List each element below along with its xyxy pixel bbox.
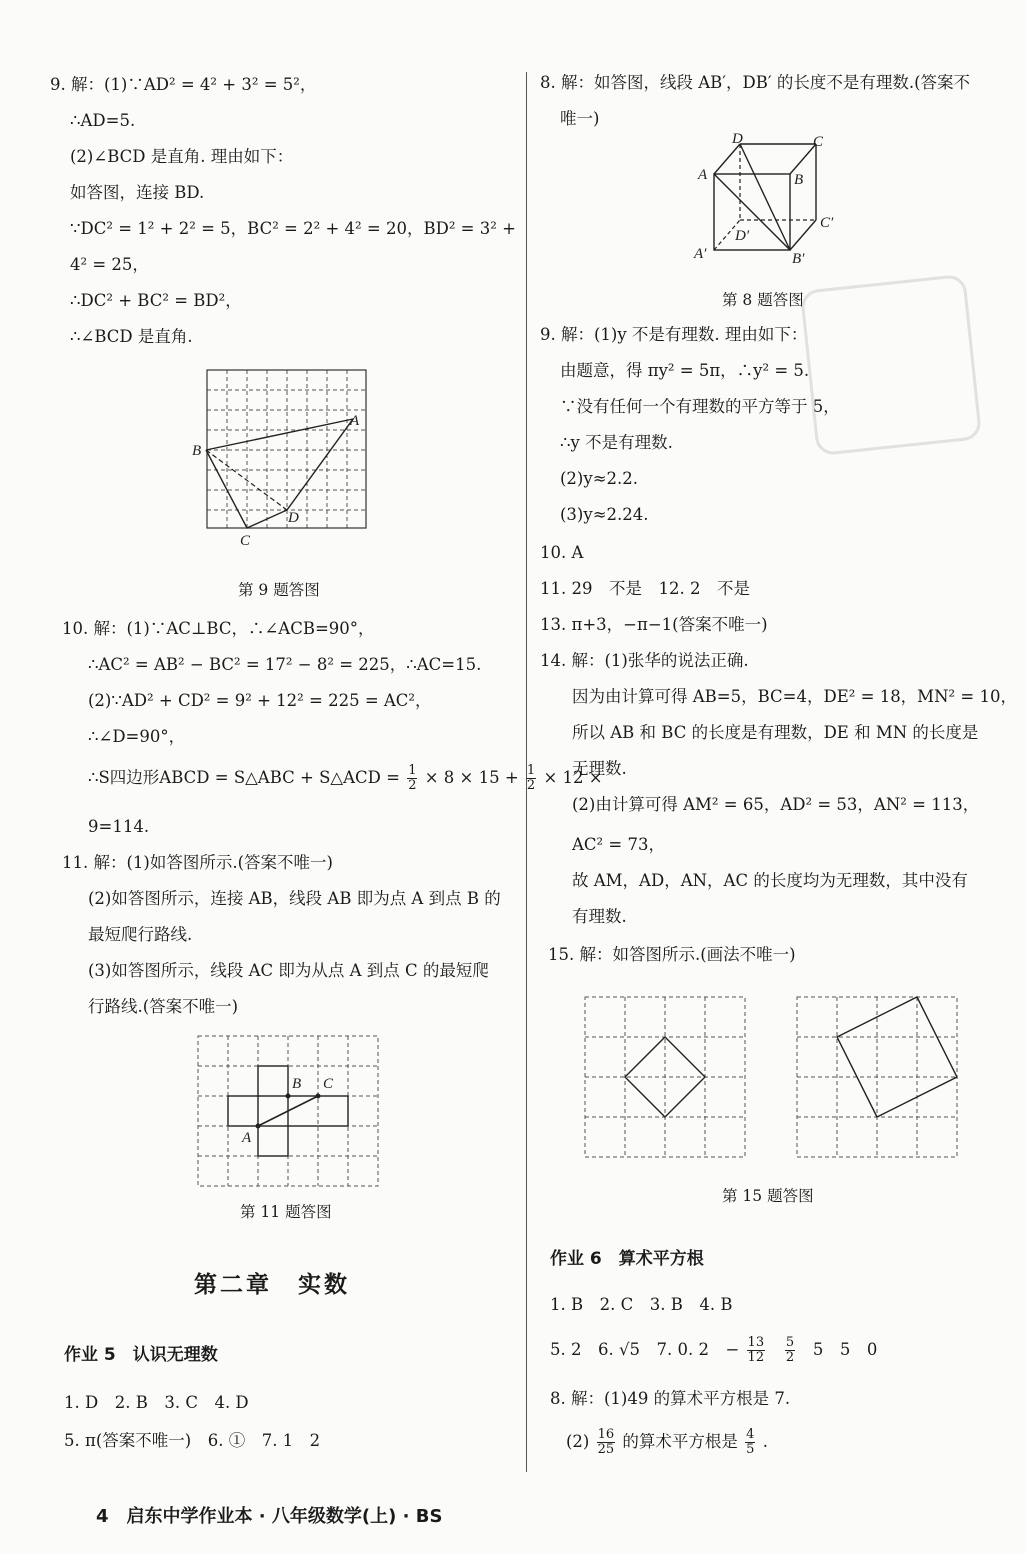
fraction-13-12	[747, 1336, 766, 1365]
figure-11-caption: 第 11 题答图	[240, 1203, 332, 1221]
fraction-numerator: 1	[526, 763, 536, 778]
r-q14-line2: 因为由计算可得 AB=5，BC=4，DE² = 18，MN² = 10，	[572, 687, 1017, 706]
watermark-stamp	[800, 274, 982, 456]
r-q14-line7: 故 AM，AD，AN，AC 的长度均为无理数，其中没有	[572, 871, 968, 890]
q9-line1: 9. 解：(1)∵AD² = 4² + 3² = 5²，	[50, 75, 317, 94]
figure-9	[190, 362, 380, 552]
fraction-denominator: 2	[526, 778, 536, 793]
r-q14-line1: 14. 解：(1)张华的说法正确.	[540, 651, 749, 670]
fig8-label-c: C	[813, 134, 824, 150]
r-q11-12: 11. 29 不是 12. 2 不是	[540, 579, 750, 598]
fraction-denominator: 2	[408, 778, 417, 793]
r-hw6-q8-part2: 的算术平方根是	[622, 1432, 738, 1451]
q9-line8: ∴∠BCD 是直角.	[70, 327, 193, 346]
r-hw6-q8-part3: .	[762, 1432, 768, 1451]
hw5-answers-1: 1. D 2. B 3. C 4. D	[64, 1393, 249, 1412]
fraction-denominator: 12	[747, 1350, 765, 1365]
fraction-numerator: 1	[408, 763, 417, 778]
fig8-label-a: A	[698, 167, 708, 183]
r-hw6-q8-line1: 8. 解：(1)49 的算术平方根是 7.	[550, 1389, 791, 1408]
fig9-label-b: B	[192, 443, 202, 459]
fraction-4-5	[745, 1428, 755, 1457]
r-q9-line5: (2)y≈2.2.	[560, 469, 639, 488]
homework-5-title: 作业 5 认识无理数	[64, 1345, 218, 1365]
fraction-denominator: 25	[597, 1442, 615, 1457]
figure-8-caption: 第 8 题答图	[722, 291, 804, 309]
r-q14-line8: 有理数.	[572, 907, 627, 926]
page-footer: 4 启东中学作业本 · 八年级数学(上) · BS	[96, 1506, 443, 1527]
r-q8-line1: 8. 解：如答图，线段 AB′，DB′ 的长度不是有理数.(答案不	[540, 73, 971, 92]
r-q9-line2: 由题意，得 πy² = 5π，∴y² = 5.	[560, 361, 810, 380]
figure-15-right	[792, 992, 962, 1162]
r-q15: 15. 解：如答图所示.(画法不唯一)	[548, 945, 796, 964]
q9-line3: (2)∠BCD 是直角. 理由如下：	[70, 147, 294, 166]
fraction-one-half-b	[526, 764, 536, 793]
fraction-numerator: 13	[747, 1335, 765, 1350]
q10-line5-part1: ∴S四边形ABCD = S△ABC + S△ACD =	[88, 768, 400, 787]
figure-15-left	[580, 992, 750, 1162]
q10-line5-part2: × 8 × 15 +	[424, 768, 519, 787]
homework-6-title: 作业 6 算术平方根	[550, 1249, 704, 1269]
fig8-label-bp: B′	[792, 251, 805, 267]
figure-9-caption: 第 9 题答图	[238, 581, 320, 599]
r-q9-line6: (3)y≈2.24.	[560, 505, 649, 524]
fraction-numerator: 4	[746, 1427, 755, 1442]
r-q14-line5: (2)由计算可得 AM² = 65，AD² = 53，AN² = 113，	[572, 795, 980, 814]
r-q14-line3: 所以 AB 和 BC 的长度是有理数，DE 和 MN 的长度是	[572, 723, 979, 742]
figure-15-caption: 第 15 题答图	[722, 1187, 814, 1205]
figure-8	[690, 132, 850, 272]
r-q9-line4: ∴y 不是有理数.	[560, 433, 673, 452]
fig9-label-c: C	[240, 533, 251, 549]
figure-11	[190, 1030, 390, 1190]
hw5-answers-2: 5. π(答案不唯一) 6. ① 7. 1 2	[64, 1431, 321, 1450]
r-q9-line3: ∵没有任何一个有理数的平方等于 5，	[560, 397, 840, 416]
r-hw6-q8-part1: (2)	[566, 1432, 590, 1451]
hw6-answers-1: 1. B 2. C 3. B 4. B	[550, 1295, 733, 1314]
fraction-5-2	[785, 1336, 795, 1365]
fig8-label-d: D	[732, 132, 743, 147]
q11-line5: 行路线.(答案不唯一)	[88, 997, 239, 1016]
r-q14-line6: AC² = 73，	[572, 835, 665, 854]
q9-line6: 4² = 25，	[70, 255, 149, 274]
fig8-label-ap: A′	[694, 246, 707, 262]
q10-line1: 10. 解：(1)∵AC⊥BC，∴∠ACB=90°，	[62, 619, 375, 638]
fig11-label-c: C	[323, 1076, 334, 1092]
q11-line4: (3)如答图所示，线段 AC 即为从点 A 到点 C 的最短爬	[88, 961, 489, 980]
hw6-answers-2-part1: 5. 2 6. √5 7. 0. 2 −	[550, 1340, 740, 1359]
q10-line5-part3: × 12 ×	[543, 768, 603, 787]
fig9-label-a: A	[350, 413, 360, 429]
fig8-label-cp: C′	[820, 215, 834, 231]
fraction-one-half-a	[407, 764, 417, 793]
hw6-answers-2-part2: 5 5 0	[812, 1340, 878, 1359]
column-divider	[526, 72, 527, 1472]
fraction-denominator: 2	[785, 1350, 795, 1365]
r-q10: 10. A	[540, 543, 584, 562]
q11-line1: 11. 解：(1)如答图所示.(答案不唯一)	[62, 853, 333, 872]
fraction-16-25	[597, 1428, 616, 1457]
q9-line5: ∵DC² = 1² + 2² = 5，BC² = 2² + 4² = 20，BD² = 3² +	[70, 219, 516, 238]
fig11-label-a: A	[242, 1130, 252, 1146]
q11-line2: (2)如答图所示，连接 AB，线段 AB 即为点 A 到点 B 的	[88, 889, 501, 908]
q10-line2: ∴AC² = AB² − BC² = 17² − 8² = 225，∴AC=15.	[88, 655, 482, 674]
r-q13: 13. π+3，−π−1(答案不唯一)	[540, 615, 768, 634]
r-q8-line2: 唯一)	[560, 109, 600, 128]
fig8-label-dp: D′	[735, 228, 750, 244]
r-hw6-q8-line2	[566, 1428, 768, 1457]
chapter-title: 第二章 实数	[194, 1271, 350, 1298]
q9-line7: ∴DC² + BC² = BD²，	[70, 291, 242, 310]
q9-line4: 如答图，连接 BD.	[70, 183, 205, 202]
hw6-answers-2	[550, 1336, 877, 1365]
r-q14-line4: 无理数.	[572, 759, 627, 778]
fig8-label-b: B	[794, 172, 804, 188]
r-q9-line1: 9. 解：(1)y 不是有理数. 理由如下：	[540, 325, 808, 344]
fraction-denominator: 5	[746, 1442, 755, 1457]
q10-line6: 9=114.	[88, 817, 150, 836]
q10-line3: (2)∵AD² + CD² = 9² + 12² = 225 = AC²，	[88, 691, 432, 710]
fig9-label-d: D	[288, 510, 299, 526]
fig11-label-b: B	[292, 1076, 302, 1092]
q9-line2: ∴AD=5.	[70, 111, 136, 130]
q11-line3: 最短爬行路线.	[88, 925, 193, 944]
fraction-numerator: 5	[785, 1335, 795, 1350]
fraction-numerator: 16	[597, 1427, 615, 1442]
q10-line4: ∴∠D=90°，	[88, 727, 186, 746]
